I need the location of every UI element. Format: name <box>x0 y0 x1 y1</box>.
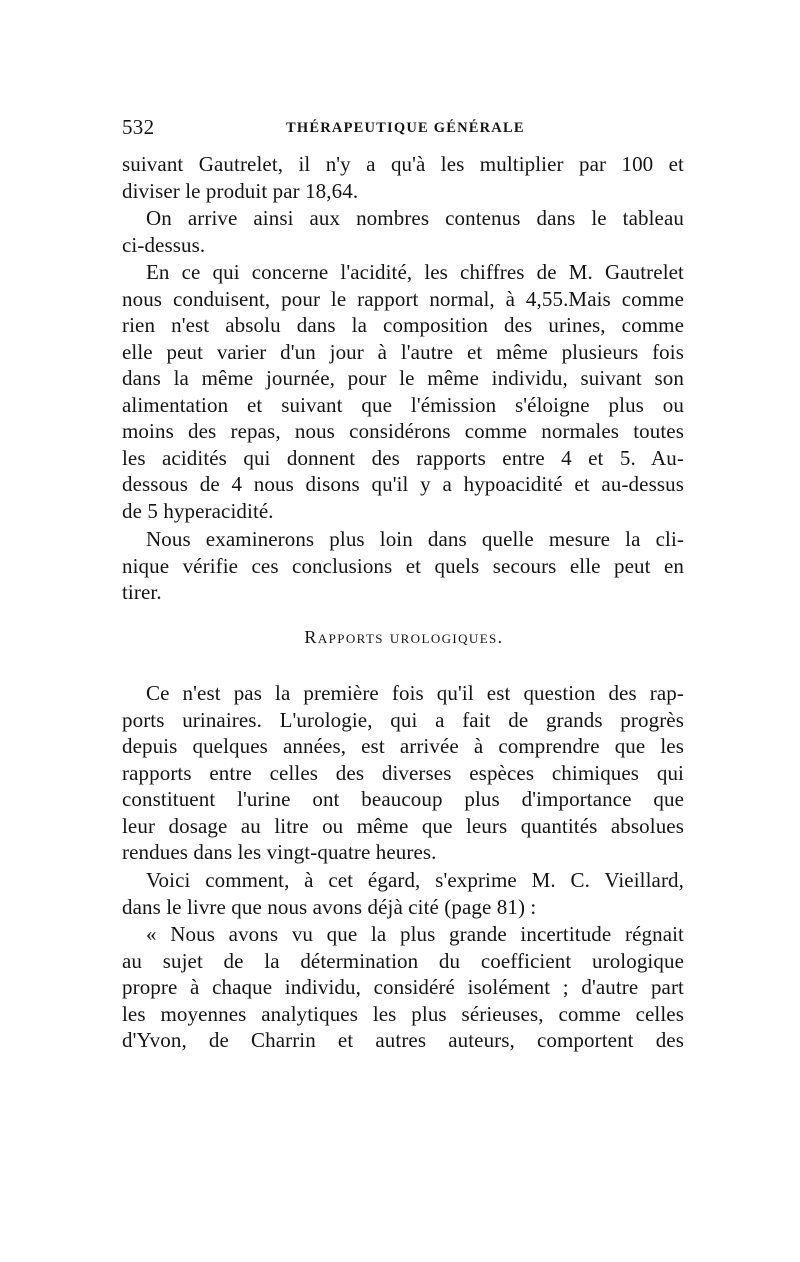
section-heading: Rapports urologiques. <box>304 627 504 647</box>
text-line: alimentation et suivant que l'émission s'éloigne plus ou <box>122 392 684 417</box>
paragraph <box>122 259 684 524</box>
paragraph <box>122 526 684 606</box>
text-line: nique vérifie ces conclusions et quels secours elle peut en <box>122 553 684 578</box>
text-line: rapports entre celles des diverses espèces chimiques qui <box>122 760 684 785</box>
text-line: En ce qui concerne l'acidité, les chiffres de M. Gautrelet <box>146 260 684 284</box>
text-line: leur dosage au litre ou même que leurs quantités absolues <box>122 813 684 838</box>
text-line: d'Yvon, de Charrin et autres auteurs, comportent des <box>122 1028 684 1052</box>
text-line: tirer. <box>122 580 162 604</box>
paragraph <box>122 680 684 866</box>
text-line: On arrive ainsi aux nombres contenus dans le tableau <box>146 206 684 230</box>
paragraph <box>122 151 684 204</box>
text-line: Ce n'est pas la première fois qu'il est question des rap- <box>146 681 684 705</box>
text-line: dans le livre que nous avons déjà cité (page 81) : <box>122 894 537 919</box>
text-line: de 5 hyperacidité. <box>122 498 274 523</box>
text-line: elle peut varier d'un jour à l'autre et même plusieurs fois <box>122 339 684 364</box>
text-line: suivant Gautrelet, il n'y a qu'à les multiplier par 100 et <box>122 152 684 176</box>
text-line: Nous examinerons plus loin dans quelle mesure la cli- <box>146 527 684 551</box>
page-number: 532 <box>122 115 155 139</box>
text-line: les moyennes analytiques les plus sérieuses, comme celles <box>122 1001 684 1026</box>
text-line: nous conduisent, pour le rapport normal, à 4,55.Mais comme <box>122 286 684 311</box>
page-header <box>122 113 684 141</box>
text-line: ci-dessus. <box>122 232 206 257</box>
text-line: depuis quelques années, est arrivée à comprendre que les <box>122 734 684 758</box>
paragraph <box>122 205 684 258</box>
text-line: dessous de 4 nous disons qu'il y a hypoacidité et au-dessus <box>122 472 684 496</box>
text-line: constituent l'urine ont beaucoup plus d'importance que <box>122 787 684 811</box>
text-line: moins des repas, nous considérons comme normales toutes <box>122 419 684 443</box>
text-line: ports urinaires. L'urologie, qui a fait de grands progrès <box>122 707 684 732</box>
text-line: rendues dans les vingt-quatre heures. <box>122 840 437 864</box>
paragraph <box>122 921 684 1054</box>
text-line: au sujet de la détermination du coefficient urologique <box>122 948 684 973</box>
text-line: « Nous avons vu que la plus grande incertitude régnait <box>146 922 684 946</box>
paragraph <box>122 867 684 920</box>
text-line: Voici comment, à cet égard, s'exprime M. C. Vieillard, <box>146 868 684 892</box>
text-line: diviser le produit par 18,64. <box>122 178 359 203</box>
text-line: les acidités qui donnent des rapports entre 4 et 5. Au- <box>122 445 684 470</box>
text-line: rien n'est absolu dans la composition des urines, comme <box>122 313 684 337</box>
text-line: propre à chaque individu, considéré isolément ; d'autre part <box>122 975 684 999</box>
text-line: dans la même journée, pour le même individu, suivant son <box>122 366 684 390</box>
running-title: THÉRAPEUTIQUE GÉNÉRALE <box>286 120 525 136</box>
